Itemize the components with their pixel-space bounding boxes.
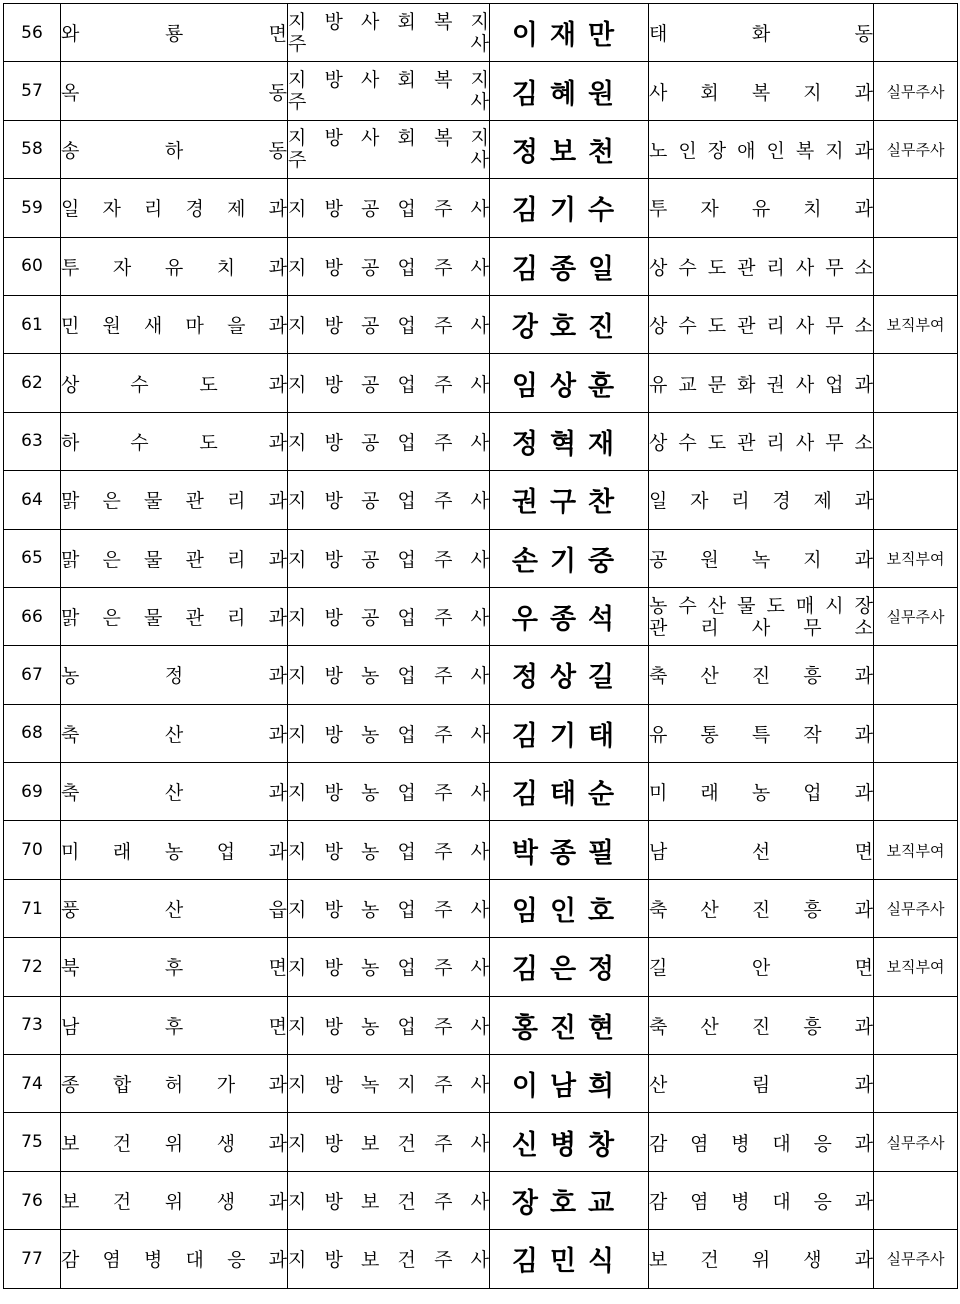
spread-text: 남 후 면 — [61, 1015, 287, 1038]
spread-text: 지 방 농 업 주 사 — [288, 840, 489, 863]
new-department — [649, 4, 874, 62]
spread-text: 맑 은 물 관 리 과 — [61, 607, 287, 630]
remark: 보직부여 — [874, 529, 958, 587]
person-name: 정상길 — [490, 646, 649, 704]
person-name: 김태순 — [490, 763, 649, 821]
job-rank — [288, 354, 490, 412]
spread-text: 지 방 공 업 주 사 — [288, 315, 489, 338]
spread-text: 축 산 과 — [61, 782, 287, 805]
spread-text: 농 정 과 — [61, 665, 287, 688]
person-name: 이재만 — [490, 4, 649, 62]
table-row — [4, 821, 958, 879]
job-rank — [288, 938, 490, 996]
person-name: 신병창 — [490, 1113, 649, 1171]
new-department — [649, 354, 874, 412]
new-department — [649, 763, 874, 821]
spread-text: 미 래 농 업 과 — [61, 840, 287, 863]
spread-text: 길 안 면 — [649, 957, 873, 980]
table-row — [4, 879, 958, 937]
previous-department — [61, 529, 288, 587]
previous-department — [61, 996, 288, 1054]
row-number: 77 — [4, 1230, 61, 1288]
spread-text: 보 건 위 생 과 — [649, 1249, 873, 1272]
spread-text: 지 방 보 건 주 사 — [288, 1191, 489, 1213]
spread-text: 지 방 녹 지 주 사 — [288, 1074, 489, 1097]
new-department — [649, 1055, 874, 1113]
remark — [874, 646, 958, 704]
job-rank — [288, 1113, 490, 1171]
row-number: 62 — [4, 354, 61, 412]
job-rank — [288, 646, 490, 704]
job-rank — [288, 179, 490, 237]
spread-text: 지 방 보 건 주 사 — [288, 1132, 489, 1155]
spread-text: 옥 동 — [61, 81, 287, 104]
spread-text: 민 원 새 마 을 과 — [61, 315, 287, 338]
row-number: 68 — [4, 704, 61, 762]
person-name: 김민식 — [490, 1230, 649, 1288]
spread-text: 풍 산 읍 — [61, 899, 287, 922]
spread-text: 축 산 진 흥 과 — [649, 899, 873, 922]
spread-text: 투 자 유 치 과 — [61, 256, 287, 279]
remark — [874, 1055, 958, 1113]
table-row — [4, 1113, 958, 1171]
spread-text: 지 방 농 업 주 사 — [288, 1015, 489, 1038]
new-department — [649, 179, 874, 237]
person-name: 김종일 — [490, 237, 649, 295]
new-department — [649, 587, 874, 645]
table-row — [4, 62, 958, 120]
previous-department — [61, 1171, 288, 1229]
spread-text: 북 후 면 — [61, 957, 287, 980]
job-rank — [288, 295, 490, 353]
person-name: 손기중 — [490, 529, 649, 587]
person-name: 우종석 — [490, 587, 649, 645]
spread-text: 일 자 리 경 제 과 — [649, 490, 873, 513]
remark — [874, 4, 958, 62]
job-rank — [288, 587, 490, 645]
remark: 실무주사 — [874, 62, 958, 120]
previous-department — [61, 704, 288, 762]
spread-text: 상 수 도 과 — [61, 373, 287, 396]
spread-text: 축 산 과 — [61, 723, 287, 746]
spread-text: 지 방 사 회 복 지 주 사 — [288, 10, 489, 55]
row-number: 66 — [4, 587, 61, 645]
spread-text: 지 방 농 업 주 사 — [288, 957, 489, 980]
spread-text: 지 방 농 업 주 사 — [288, 899, 489, 922]
job-rank — [288, 62, 490, 120]
person-name: 강호진 — [490, 295, 649, 353]
spread-text: 와 룡 면 — [61, 23, 287, 46]
spread-text: 종 합 허 가 과 — [61, 1074, 287, 1097]
roster-body — [4, 4, 958, 1289]
spread-text: 감 염 병 대 응 과 — [61, 1249, 287, 1272]
row-number: 61 — [4, 295, 61, 353]
spread-text: 지 방 공 업 주 사 — [288, 256, 489, 279]
remark — [874, 354, 958, 412]
row-number: 59 — [4, 179, 61, 237]
person-name: 김기수 — [490, 179, 649, 237]
person-name: 김혜원 — [490, 62, 649, 120]
previous-department — [61, 237, 288, 295]
previous-department — [61, 587, 288, 645]
job-rank — [288, 120, 490, 178]
job-rank — [288, 471, 490, 529]
spread-text: 송 하 동 — [61, 139, 287, 162]
new-department — [649, 237, 874, 295]
row-number: 57 — [4, 62, 61, 120]
new-department — [649, 471, 874, 529]
remark: 보직부여 — [874, 295, 958, 353]
row-number: 70 — [4, 821, 61, 879]
table-row — [4, 295, 958, 353]
previous-department — [61, 471, 288, 529]
job-rank — [288, 1171, 490, 1229]
person-name: 김기태 — [490, 704, 649, 762]
table-row — [4, 763, 958, 821]
spread-text: 맑 은 물 관 리 과 — [61, 548, 287, 571]
row-number: 76 — [4, 1171, 61, 1229]
new-department — [649, 412, 874, 470]
row-number: 72 — [4, 938, 61, 996]
previous-department — [61, 879, 288, 937]
spread-text: 유 교 문 화 권 사 업 과 — [649, 373, 873, 396]
spread-text: 보 건 위 생 과 — [61, 1132, 287, 1155]
previous-department — [61, 1113, 288, 1171]
job-rank — [288, 996, 490, 1054]
spread-text: 보 건 위 생 과 — [61, 1191, 287, 1213]
remark — [874, 179, 958, 237]
spread-text: 하 수 도 과 — [61, 431, 287, 454]
table-row — [4, 529, 958, 587]
spread-text: 태 화 동 — [649, 23, 873, 46]
person-name: 정보천 — [490, 120, 649, 178]
previous-department — [61, 179, 288, 237]
row-number: 63 — [4, 412, 61, 470]
spread-text: 지 방 보 건 주 사 — [288, 1249, 489, 1272]
new-department — [649, 62, 874, 120]
previous-department — [61, 763, 288, 821]
remark: 실무주사 — [874, 1230, 958, 1288]
table-row — [4, 179, 958, 237]
new-department — [649, 1230, 874, 1288]
row-number: 69 — [4, 763, 61, 821]
spread-text: 산 림 과 — [649, 1074, 873, 1097]
remark: 실무주사 — [874, 587, 958, 645]
table-row — [4, 471, 958, 529]
spread-text: 지 방 공 업 주 사 — [288, 431, 489, 454]
previous-department — [61, 1230, 288, 1288]
remark: 실무주사 — [874, 879, 958, 937]
person-name: 김은정 — [490, 938, 649, 996]
job-rank — [288, 879, 490, 937]
spread-text: 축 산 진 흥 과 — [649, 665, 873, 688]
spread-text: 감 염 병 대 응 과 — [649, 1132, 873, 1155]
row-number: 60 — [4, 237, 61, 295]
person-name: 임상훈 — [490, 354, 649, 412]
spread-text: 상 수 도 관 리 사 무 소 — [649, 256, 873, 279]
table-row — [4, 587, 958, 645]
person-name: 정혁재 — [490, 412, 649, 470]
job-rank — [288, 4, 490, 62]
spread-text: 미 래 농 업 과 — [649, 782, 873, 805]
previous-department — [61, 646, 288, 704]
table-row — [4, 237, 958, 295]
remark: 보직부여 — [874, 938, 958, 996]
remark — [874, 412, 958, 470]
row-number: 71 — [4, 879, 61, 937]
table-row — [4, 1230, 958, 1288]
table-row — [4, 1055, 958, 1113]
new-department — [649, 120, 874, 178]
row-number: 58 — [4, 120, 61, 178]
table-row — [4, 1171, 958, 1229]
remark — [874, 237, 958, 295]
row-number: 67 — [4, 646, 61, 704]
remark: 보직부여 — [874, 821, 958, 879]
new-department — [649, 529, 874, 587]
table-row — [4, 646, 958, 704]
table-row — [4, 412, 958, 470]
spread-text: 축 산 진 흥 과 — [649, 1015, 873, 1038]
previous-department — [61, 62, 288, 120]
spread-text: 일 자 리 경 제 과 — [61, 198, 287, 221]
spread-text: 상 수 도 관 리 사 무 소 — [649, 315, 873, 338]
row-number: 73 — [4, 996, 61, 1054]
spread-text: 상 수 도 관 리 사 무 소 — [649, 431, 873, 454]
spread-text: 사 회 복 지 과 — [649, 81, 873, 104]
spread-text: 투 자 유 치 과 — [649, 198, 873, 221]
remark: 실무주사 — [874, 1113, 958, 1171]
previous-department — [61, 938, 288, 996]
job-rank — [288, 821, 490, 879]
remark — [874, 471, 958, 529]
job-rank — [288, 704, 490, 762]
spread-text: 공 원 녹 지 과 — [649, 548, 873, 571]
spread-text: 지 방 농 업 주 사 — [288, 665, 489, 688]
spread-text: 농 수 산 물 도 매 시 장 관 리 사 무 소 — [649, 594, 873, 639]
spread-text: 지 방 농 업 주 사 — [288, 782, 489, 805]
new-department — [649, 938, 874, 996]
new-department — [649, 1113, 874, 1171]
job-rank — [288, 412, 490, 470]
row-number: 64 — [4, 471, 61, 529]
spread-text: 지 방 공 업 주 사 — [288, 607, 489, 630]
person-name: 박종필 — [490, 821, 649, 879]
spread-text: 지 방 공 업 주 사 — [288, 548, 489, 571]
previous-department — [61, 295, 288, 353]
new-department — [649, 821, 874, 879]
person-name: 임인호 — [490, 879, 649, 937]
new-department — [649, 704, 874, 762]
job-rank — [288, 1230, 490, 1288]
new-department — [649, 996, 874, 1054]
spread-text: 지 방 사 회 복 지 주 사 — [288, 127, 489, 172]
previous-department — [61, 1055, 288, 1113]
table-row — [4, 120, 958, 178]
remark — [874, 1171, 958, 1229]
table-row — [4, 704, 958, 762]
spread-text: 노 인 장 애 인 복 지 과 — [649, 139, 873, 162]
person-name: 이남희 — [490, 1055, 649, 1113]
previous-department — [61, 120, 288, 178]
table-row — [4, 354, 958, 412]
new-department — [649, 295, 874, 353]
spread-text: 지 방 공 업 주 사 — [288, 373, 489, 396]
previous-department — [61, 354, 288, 412]
job-rank — [288, 763, 490, 821]
job-rank — [288, 529, 490, 587]
person-name: 권구찬 — [490, 471, 649, 529]
new-department — [649, 1171, 874, 1229]
remark — [874, 704, 958, 762]
remark — [874, 763, 958, 821]
spread-text: 맑 은 물 관 리 과 — [61, 490, 287, 513]
row-number: 56 — [4, 4, 61, 62]
previous-department — [61, 4, 288, 62]
spread-text: 지 방 공 업 주 사 — [288, 490, 489, 513]
person-name: 홍진현 — [490, 996, 649, 1054]
new-department — [649, 646, 874, 704]
remark — [874, 996, 958, 1054]
row-number: 75 — [4, 1113, 61, 1171]
table-row — [4, 4, 958, 62]
previous-department — [61, 821, 288, 879]
spread-text: 지 방 사 회 복 지 주 사 — [288, 69, 489, 114]
job-rank — [288, 237, 490, 295]
new-department — [649, 879, 874, 937]
spread-text: 감 염 병 대 응 과 — [649, 1191, 873, 1213]
row-number: 74 — [4, 1055, 61, 1113]
spread-text: 유 통 특 작 과 — [649, 723, 873, 746]
personnel-roster-table — [3, 3, 958, 1289]
spread-text: 남 선 면 — [649, 840, 873, 863]
table-row — [4, 938, 958, 996]
job-rank — [288, 1055, 490, 1113]
person-name: 장호교 — [490, 1171, 649, 1229]
remark: 실무주사 — [874, 120, 958, 178]
spread-text: 지 방 공 업 주 사 — [288, 198, 489, 221]
spread-text: 지 방 농 업 주 사 — [288, 723, 489, 746]
previous-department — [61, 412, 288, 470]
row-number: 65 — [4, 529, 61, 587]
table-row — [4, 996, 958, 1054]
